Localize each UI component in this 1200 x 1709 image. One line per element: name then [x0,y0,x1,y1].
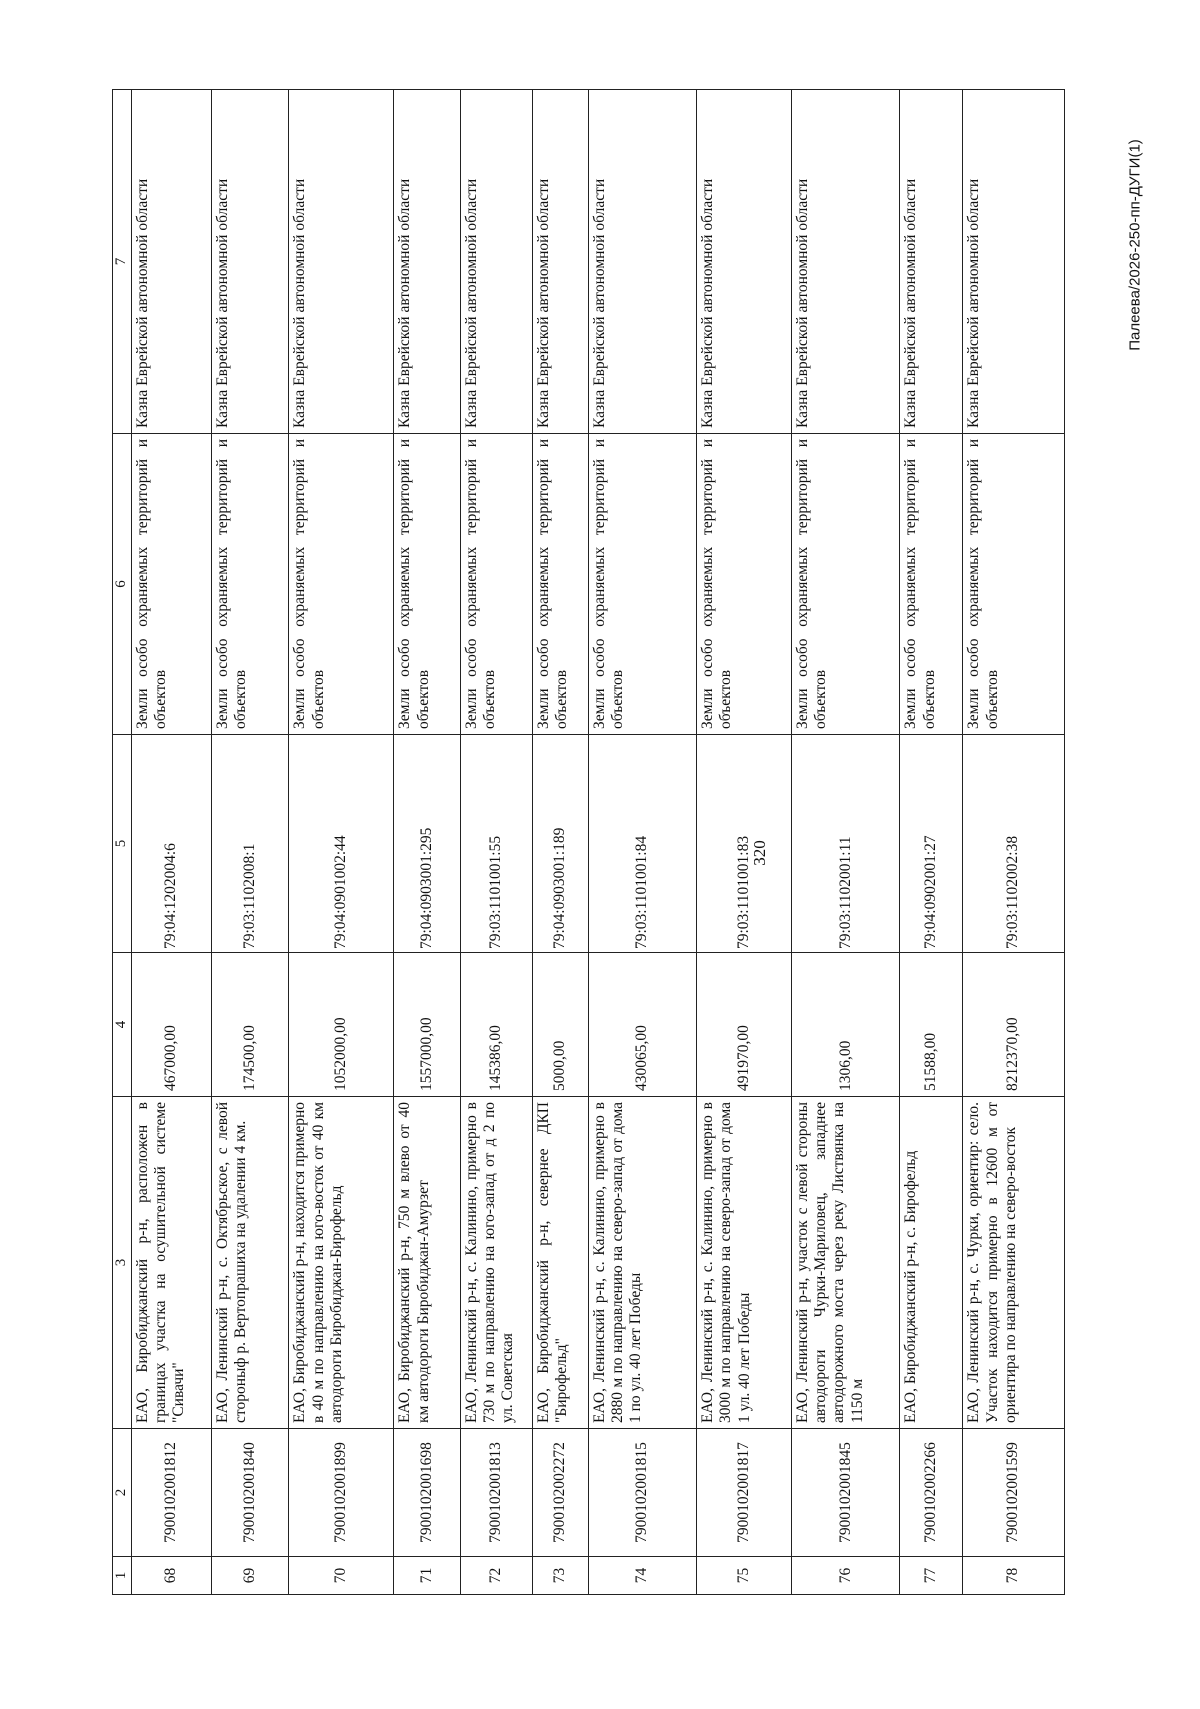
address: ЕАО, Ленинский р-н, с. Чурки, ориентир: село. Участок находится примерно в 12600 м от ориентира по направлению на северо-восток [963,1097,1065,1429]
area: 430065,00 [588,953,697,1097]
cadastral-number: 79:03:1101001:84 [588,735,697,953]
area: 467000,00 [131,953,211,1097]
land-category: Земли особо охраняемых территорий и объектов [289,434,394,735]
address: ЕАО, Ленинский р-н, с. Калинино, примерно в 730 м по направлению на юго-запад от д 2 по ул. Советская [460,1097,532,1429]
table-row [900,90,963,1595]
address: ЕАО, Биробиджанский р-н, севернее ДКП "Бирофельд" [532,1097,588,1429]
address: ЕАО, Ленинский р-н, с. Калинино, примерно в 3000 м по направлению на северо-запад от дома 1 ул. 40 лет Победы [697,1097,792,1429]
table-row [697,90,792,1595]
owner: Казна Еврейской автономной области [289,90,394,434]
table-row [588,90,697,1595]
area: 8212370,00 [963,953,1065,1097]
table-row [460,90,532,1595]
cadastral-number: 79:04:0901002:44 [289,735,394,953]
owner: Казна Еврейской автономной области [211,90,289,434]
registry-number: 7900102001845 [791,1429,900,1557]
row-number: 71 [394,1557,460,1595]
owner: Казна Еврейской автономной области [791,90,900,434]
address: ЕАО, Ленинский р-н, с. Калинино, примерно в 2880 м по направлению на северо-запад от дома 1 по ул. 40 лет Победы [588,1097,697,1429]
table-row [211,90,289,1595]
area: 51588,00 [900,953,963,1097]
table-row [289,90,394,1595]
row-number: 70 [289,1557,394,1595]
row-number: 74 [588,1557,697,1595]
property-table [112,89,1065,1595]
row-number: 68 [131,1557,211,1595]
header-cell-1: 1 [113,1557,132,1595]
owner: Казна Еврейской автономной области [900,90,963,434]
row-number: 77 [900,1557,963,1595]
row-number: 69 [211,1557,289,1595]
registry-number: 7900102001815 [588,1429,697,1557]
owner: Казна Еврейской автономной области [697,90,792,434]
owner: Казна Еврейской автономной области [394,90,460,434]
land-category: Земли особо охраняемых территорий и объектов [697,434,792,735]
owner: Казна Еврейской автономной области [963,90,1065,434]
registry-number: 7900102001813 [460,1429,532,1557]
row-number: 76 [791,1557,900,1595]
table-row [394,90,460,1595]
cadastral-number: 79:04:0902001:27 [900,735,963,953]
area: 1306,00 [791,953,900,1097]
cadastral-number: 79:04:0903001:295 [394,735,460,953]
address: ЕАО, Биробиджанский р-н, находится примерно в 40 м по направлению на юго-восток от 40 км автодороги Биробиджан-Бирофельд [289,1097,394,1429]
page-number: 320 [750,840,769,866]
land-category: Земли особо охраняемых территорий и объектов [131,434,211,735]
area: 491970,00 [697,953,792,1097]
area: 174500,00 [211,953,289,1097]
header-cell-3: 3 [113,1097,132,1429]
owner: Казна Еврейской автономной области [131,90,211,434]
cadastral-number: 79:03:1102002:38 [963,735,1065,953]
owner: Казна Еврейской автономной области [588,90,697,434]
area: 145386,00 [460,953,532,1097]
registry-number: 7900102001698 [394,1429,460,1557]
address: ЕАО, Биробиджанский р-н, расположен в границах участка на осушительной системе "Сивачи" [131,1097,211,1429]
cadastral-number: 79:04:1202004:6 [131,735,211,953]
land-category: Земли особо охраняемых территорий и объектов [963,434,1065,735]
registry-number: 7900102001840 [211,1429,289,1557]
row-number: 75 [697,1557,792,1595]
cadastral-number: 79:03:1102001:11 [791,735,900,953]
land-category: Земли особо охраняемых территорий и объектов [532,434,588,735]
land-category: Земли особо охраняемых территорий и объектов [588,434,697,735]
table-row [532,90,588,1595]
row-number: 78 [963,1557,1065,1595]
property-table-container [112,90,1065,1595]
cadastral-number: 79:04:0903001:189 [532,735,588,953]
document-reference: Палеева/2026-250-пп-ДУГИ(1) [1126,139,1144,351]
registry-number: 7900102001812 [131,1429,211,1557]
registry-number: 7900102001899 [289,1429,394,1557]
registry-number: 7900102001599 [963,1429,1065,1557]
cadastral-number: 79:03:1101001:83 [697,735,792,953]
row-number: 72 [460,1557,532,1595]
area: 1052000,00 [289,953,394,1097]
table-row [131,90,211,1595]
header-cell-2: 2 [113,1429,132,1557]
header-cell-6: 6 [113,434,132,735]
registry-number: 7900102002266 [900,1429,963,1557]
header-cell-5: 5 [113,735,132,953]
owner: Казна Еврейской автономной области [532,90,588,434]
owner: Казна Еврейской автономной области [460,90,532,434]
row-number: 73 [532,1557,588,1595]
registry-number: 7900102001817 [697,1429,792,1557]
header-cell-4: 4 [113,953,132,1097]
land-category: Земли особо охраняемых территорий и объектов [394,434,460,735]
land-category: Земли особо охраняемых территорий и объектов [791,434,900,735]
land-category: Земли особо охраняемых территорий и объектов [211,434,289,735]
area: 1557000,00 [394,953,460,1097]
address: ЕАО, Ленинский р-н, с. Октябрьское, с левой стороныф р. Вертопрашиха на удалении 4 км. [211,1097,289,1429]
land-category: Земли особо охраняемых территорий и объектов [460,434,532,735]
address: ЕАО, Биробиджанский р-н, 750 м влево от 40 км автодороги Биробиджан-Амурзет [394,1097,460,1429]
area: 5000,00 [532,953,588,1097]
cadastral-number: 79:03:1102008:1 [211,735,289,953]
land-category: Земли особо охраняемых территорий и объектов [900,434,963,735]
registry-number: 7900102002272 [532,1429,588,1557]
header-cell-7: 7 [113,90,132,434]
table-row [791,90,900,1595]
address: ЕАО, Биробиджанский р-н, с. Бирофельд [900,1097,963,1429]
table-row [963,90,1065,1595]
cadastral-number: 79:03:1101001:55 [460,735,532,953]
address: ЕАО, Ленинский р-н, участок с левой стороны автодороги Чурки-Мариловец, западнее автодорожного моста через реку Листвянка на 1150 м [791,1097,900,1429]
table-header-row [113,90,132,1595]
